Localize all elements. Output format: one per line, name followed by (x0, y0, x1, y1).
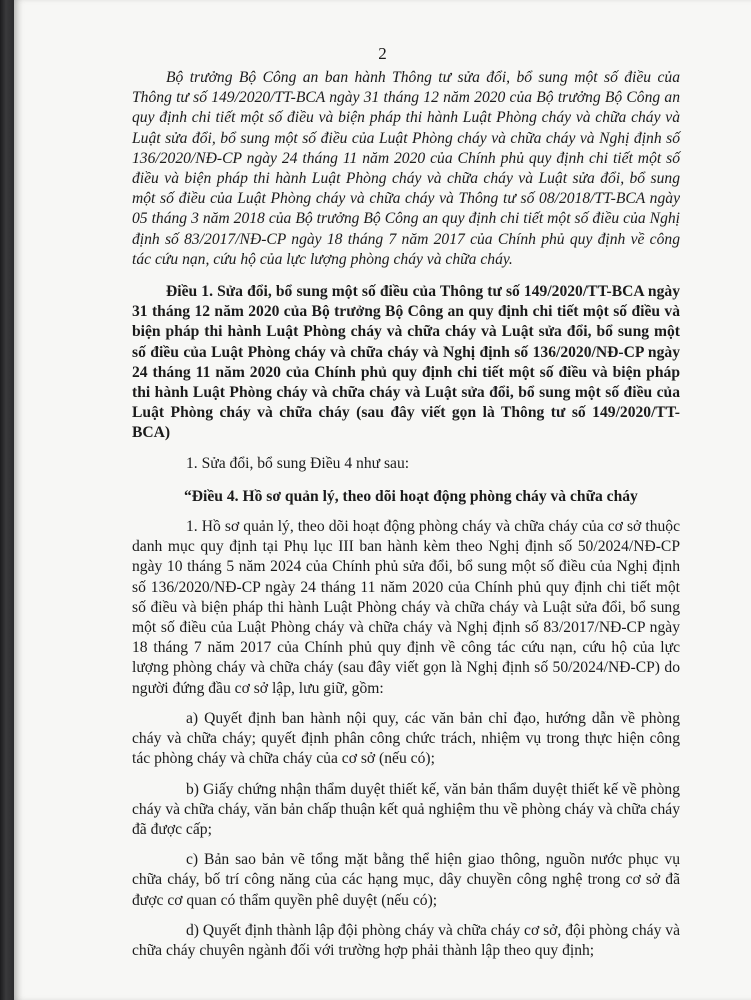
page-number: 2 (378, 44, 387, 63)
preamble-paragraph: Bộ trưởng Bộ Công an ban hành Thông tư sửa đổi, bổ sung một số điều của Thông tư số 149/2020/TT-BCA ngày 31 tháng 12 năm 2020 của Bộ trưởng Bộ Công an quy định chi tiết một số điều và biện pháp thi hành Luật Phòng cháy và chữa cháy và Luật sửa đổi, bổ sung một số điều của Luật Phòng cháy và chữa cháy và Nghị định số 136/2020/NĐ-CP ngày 24 tháng 11 năm 2020 của Chính phủ quy định chi tiết một số điều và biện pháp thi hành Luật Phòng cháy và chữa cháy và Luật sửa đổi, bổ sung một số điều của Luật Phòng cháy và chữa cháy và Thông tư số 08/2018/TT-BCA ngày 05 tháng 3 năm 2018 của Bộ trưởng Bộ Công an quy định chi tiết một số điều của Nghị định số 83/2017/NĐ-CP ngày 18 tháng 7 năm 2017 của Chính phủ quy định về công tác cứu nạn, cứu hộ của lực lượng phòng cháy và chữa cháy. (132, 69, 680, 268)
clause-1-paragraph: 1. Hồ sơ quản lý, theo dõi hoạt động phòng cháy và chữa cháy của cơ sở thuộc danh mục quy định tại Phụ lục III ban hành kèm theo Nghị định số 50/2024/NĐ-CP ngày 10 tháng 5 năm 2024 của Chính phủ sửa đổi, bổ sung một số điều của Nghị định số 136/2020/NĐ-CP ngày 24 tháng 11 năm 2020 của Chính phủ quy định chi tiết một số điều và biện pháp thi hành Luật Phòng cháy và chữa cháy và Luật sửa đổi, bổ sung một số điều của Luật Phòng cháy và chữa cháy và Nghị định số 83/2017/NĐ-CP ngày 18 tháng 7 năm 2017 của Chính phủ quy định về công tác cứu nạn, cứu hộ của lực lượng phòng cháy và chữa cháy (sau đây viết gọn là Nghị định số 50/2024/NĐ-CP) do người đứng đầu cơ sở lập, lưu giữ, gồm: (132, 518, 680, 697)
clause-item-a: a) Quyết định ban hành nội quy, các văn bản chỉ đạo, hướng dẫn về phòng cháy và chữa cháy; quyết định phân công chức trách, nhiệm vụ trong thực hiện công tác phòng cháy và chữa cháy của cơ sở (nếu có); (132, 709, 680, 768)
clause-item-d: d) Quyết định thành lập đội phòng cháy và chữa cháy cơ sở, đội phòng cháy và chữa cháy chuyên ngành đối với trường hợp phải thành lập theo quy định; (132, 921, 680, 959)
clause-item-c: c) Bản sao bản vẽ tổng mặt bằng thể hiện giao thông, nguồn nước phục vụ chữa cháy, bố trí công năng của các hạng mục, dây chuyền công nghệ trong cơ sở đã được cơ quan có thẩm quyền phê duyệt (nếu có); (132, 851, 680, 909)
clause-item-b: b) Giấy chứng nhận thẩm duyệt thiết kế, văn bản thẩm duyệt thiết kế về phòng cháy và chữa cháy, văn bản chấp thuận kết quả nghiệm thu về phòng cháy và chữa cháy đã được cấp; (132, 780, 680, 838)
document-body (132, 68, 680, 961)
item-1-intro: 1. Sửa đổi, bổ sung Điều 4 như sau: (186, 454, 410, 472)
document-page[interactable] (14, 0, 751, 1000)
article-1-heading: Điều 1. Sửa đổi, bổ sung một số điều của Thông tư số 149/2020/TT-BCA ngày 31 tháng 12 năm 2020 của Bộ trưởng Bộ Công an quy định chi tiết một số điều và biện pháp thi hành Luật Phòng cháy và chữa cháy và Luật sửa đổi, bổ sung một số điều của Luật Phòng cháy và chữa cháy và Nghị định số 136/2020/NĐ-CP ngày 24 tháng 11 năm 2020 của Chính phủ quy định chi tiết một số điều và biện pháp thi hành Luật Phòng cháy và chữa cháy và Luật sửa đổi, bổ sung một số điều của Luật Phòng cháy và chữa cháy (sau đây viết gọn là Thông tư số 149/2020/TT-BCA) (132, 283, 680, 442)
article-4-heading: “Điều 4. Hồ sơ quản lý, theo dõi hoạt động phòng cháy và chữa cháy (184, 487, 638, 505)
